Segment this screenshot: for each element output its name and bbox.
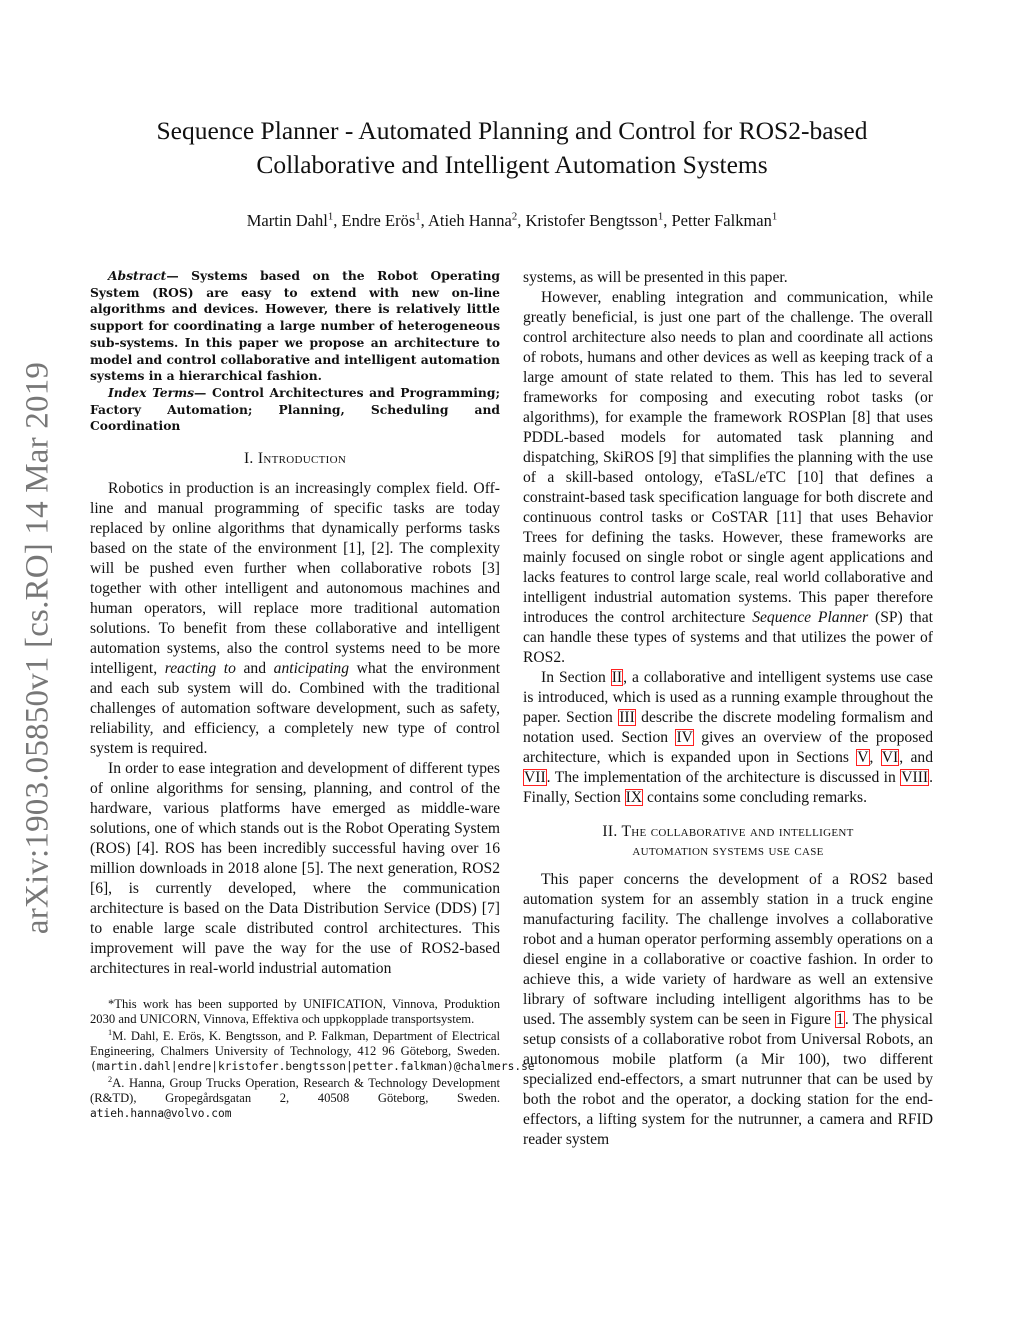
section-heading-use-case	[523, 822, 933, 860]
arxiv-sidebar-stamp	[16, 348, 60, 948]
intro-p1-emphasis: reacting to	[164, 660, 236, 678]
paragraph-text: . The implementation of the architecture is discussed in	[546, 769, 901, 786]
abstract-label: Abstract	[108, 268, 167, 283]
affiliation-mark: 1	[327, 210, 334, 223]
intro-p1-text: Robotics in production is an increasingly complex field. Off-line and manual programming of specific tasks are today replaced by online algorithms that dynamically performs tasks based on the state of the environment [1], [2]. The complexity will be pushed even further when collaborative robots [3] together with other intelligent and autonomous machines and human operators, will replace more traditional automation solutions. To benefit from these collaborative and intelligent automation systems, also the control systems need to be more intelligent,	[90, 480, 500, 678]
section-reference-link[interactable]: II	[611, 669, 623, 686]
section-reference-link[interactable]: VI	[881, 749, 899, 766]
intro-p1-text: what the environment and each sub system will do. Combined with the traditional challenges of automation software development, such as safety, reliability, and efficiency, a completely new type of control system is required.	[90, 660, 501, 758]
abstract-dash: —	[166, 268, 179, 283]
section-reference-link[interactable]: VII	[524, 769, 546, 786]
email-address[interactable]: atieh.hanna@volvo.com	[90, 1107, 232, 1121]
author-list: Martin Dahl$^1$, Endre Erös$^1$, Atieh Hanna$^2$, Kristofer Bengtsson$^1$, Petter Falkman$^1$	[246, 210, 778, 230]
paragraph-text: describe the discrete modeling formalism and notation used. Section	[523, 709, 933, 746]
paragraph-text: ,	[869, 749, 881, 766]
intro-paragraph-1	[90, 479, 500, 759]
funding-footnote: *This work has been supported by UNIFICATION, Vinnova, Produktion 2030 and UNICORN, Vinnova, Effektiva och uppkopplade transportsystem.	[90, 997, 500, 1027]
intro-p1-emphasis: anticipating	[273, 660, 350, 678]
intro-p4-text: However, enabling integration and communication, while greatly beneficial, is just one part of the challenge. The overall control architecture also needs to plan and coordinate all actions of robots, humans and other devices as well as keeping track of a large amount of state related to them. This has led to several frameworks for composing and executing robot tasks (or algorithms), for example the framework ROSPlan [8] that uses PDDL-based models for automated task planning and dispatching, SkiROS [9] that simplifies the planning with the use of a skill-based ontology, eTaSL/eTC [10] that defines a constraint-based task specification language for both discrete and continuous control tasks or CoSTAR [11] that uses Behavior Trees for defining the tasks. However, these frameworks are mainly focused on single robot or single agent applications and lacks features to control large scale, real world collaborative and intelligent industrial automation systems. This paper therefore introduces the control architecture	[523, 289, 933, 626]
paragraph-text: , a collaborative and intelligent systems use case is introduced, which is used as a running example throughout the paper. Section	[523, 669, 933, 726]
email-address[interactable]: (martin.dahl|endre|kristofer.bengtsson|petter.falkman)@chalmers.se	[90, 1060, 535, 1074]
use-case-text: This paper concerns the development of a ROS2 based automation system for an assembly station in a truck engine manufacturing facility. The challenge involves a collaborative robot and a human operator performing assembly operations on a diesel engine in a collaborative or coactive fashion. In order to achieve this, a wide variety of hardware as well an extensive library of software including intelligent algorithms has to be used. The assembly system can be seen in Figure	[523, 871, 933, 1028]
section-reference-link[interactable]: IX	[625, 789, 643, 806]
section-reference-link[interactable]: VIII	[901, 769, 929, 786]
affiliation-mark: 2	[511, 210, 518, 223]
paragraph-text: In Section	[541, 669, 611, 686]
figure-reference-link[interactable]: 1	[836, 1011, 844, 1028]
paragraph-text: , and	[899, 749, 934, 766]
section-reference-link[interactable]: III	[619, 709, 635, 726]
intro-paragraph-4	[523, 288, 933, 668]
arxiv-identifier[interactable]: arXiv:1903.05850v1 [cs.RO] 14 Mar 2019	[19, 361, 56, 935]
intro-paragraph-2: In order to ease integration and development of different types of online algorithms for sensing, planning, and control of the hardware, various platforms have emerged as middle-ware solutions, one of which stands out is the Robot Operating System (ROS) [4]. ROS has been incredibly successful having over 16 million downloads in 2018 alone [5]. The next generation, ROS2 [6], is currently developed, where the communication architecture is based on the Data Distribution Service (DDS) [7] to enable large scale distributed control architectures. This improvement will pave the way for the use of ROS2-based architectures in real-world industrial automation	[90, 760, 500, 978]
paragraph-text: . Finally, Section	[523, 769, 933, 806]
footnote-mark: 1	[108, 1027, 113, 1037]
intro-paragraph-5	[523, 668, 933, 808]
author-name: Martin Dahl	[246, 211, 328, 230]
abstract-text: Systems based on the Robot Operating System (ROS) are easy to extend with new on-line algorithms and devices. However, there is relatively little support for coordinating a large number of heterogeneous sub-systems. In this paper we propose an architecture to model and control collaborative and intelligent automation systems in a hierarchical fashion.	[90, 268, 500, 384]
abstract	[90, 268, 500, 385]
index-terms-text: Control Architectures and Programming; Factory Automation; Planning, Scheduling and Coordination	[90, 384, 500, 434]
paragraph-text: gives an overview of the proposed architecture, which is expanded upon in Sections	[523, 729, 933, 766]
use-case-paragraph-1	[523, 870, 933, 1150]
author-name: Endre Erös	[341, 211, 416, 230]
intro-paragraph-3: systems, as will be presented in this paper.	[523, 269, 788, 286]
intro-p4-text: (SP) that can handle these types of systems and that utilizes the power of ROS2.	[523, 609, 933, 666]
section-heading-line: II. The collaborative and intelligent	[602, 823, 854, 840]
index-terms-dash: —	[194, 384, 207, 400]
paper-title: Sequence Planner - Automated Planning and Control for ROS2-based Collaborative and Intelligent Automation Systems	[156, 116, 868, 179]
affiliation-mark: 1	[771, 210, 778, 223]
index-terms	[90, 385, 500, 435]
affiliation-footnote-1	[90, 1027, 535, 1074]
affiliation-footnote-2	[90, 1076, 500, 1121]
author-name: Atieh Hanna	[427, 211, 512, 230]
index-terms-label: Index Terms	[108, 384, 195, 400]
right-column	[523, 268, 933, 1150]
intro-p1-text: and	[235, 660, 274, 678]
section-heading-line: automation systems use case	[632, 842, 824, 859]
section-reference-link[interactable]: IV	[676, 729, 693, 746]
affiliation-mark: 1	[415, 210, 421, 223]
affiliation-text: M. Dahl, E. Erös, K. Bengtsson, and P. Falkman, Department of Electrical Engineering, Chalmers University of Technology, 412 96 Göteborg, Sweden.	[90, 1029, 500, 1059]
affiliation-mark: 1	[657, 210, 664, 223]
footnote-mark: 2	[108, 1074, 113, 1084]
use-case-text: . The physical setup consists of a collaborative robot from Universal Robots, an autonomous mobile platform (a Mir 100), two different specialized end-effectors, a smart nutrunner that can be used by both the robot and the operator, a docking station for the end-effectors, a lifting system for the nutrunner, a camera and RFID reader system	[523, 1011, 934, 1148]
author-name: Petter Falkman	[671, 211, 772, 230]
footnotes	[90, 997, 535, 1121]
affiliation-text: A. Hanna, Group Trucks Operation, Research & Technology Development (R&TD), Gropegårdsgatan 2, 40508 Göteborg, Sweden.	[90, 1076, 500, 1106]
section-heading-introduction: I. Introduction	[243, 450, 347, 468]
author-name: Kristofer Bengtsson	[525, 211, 658, 230]
intro-p4-emphasis: Sequence Planner	[752, 609, 869, 626]
paragraph-text: contains some concluding remarks.	[643, 789, 868, 806]
section-reference-link[interactable]: V	[857, 749, 869, 766]
